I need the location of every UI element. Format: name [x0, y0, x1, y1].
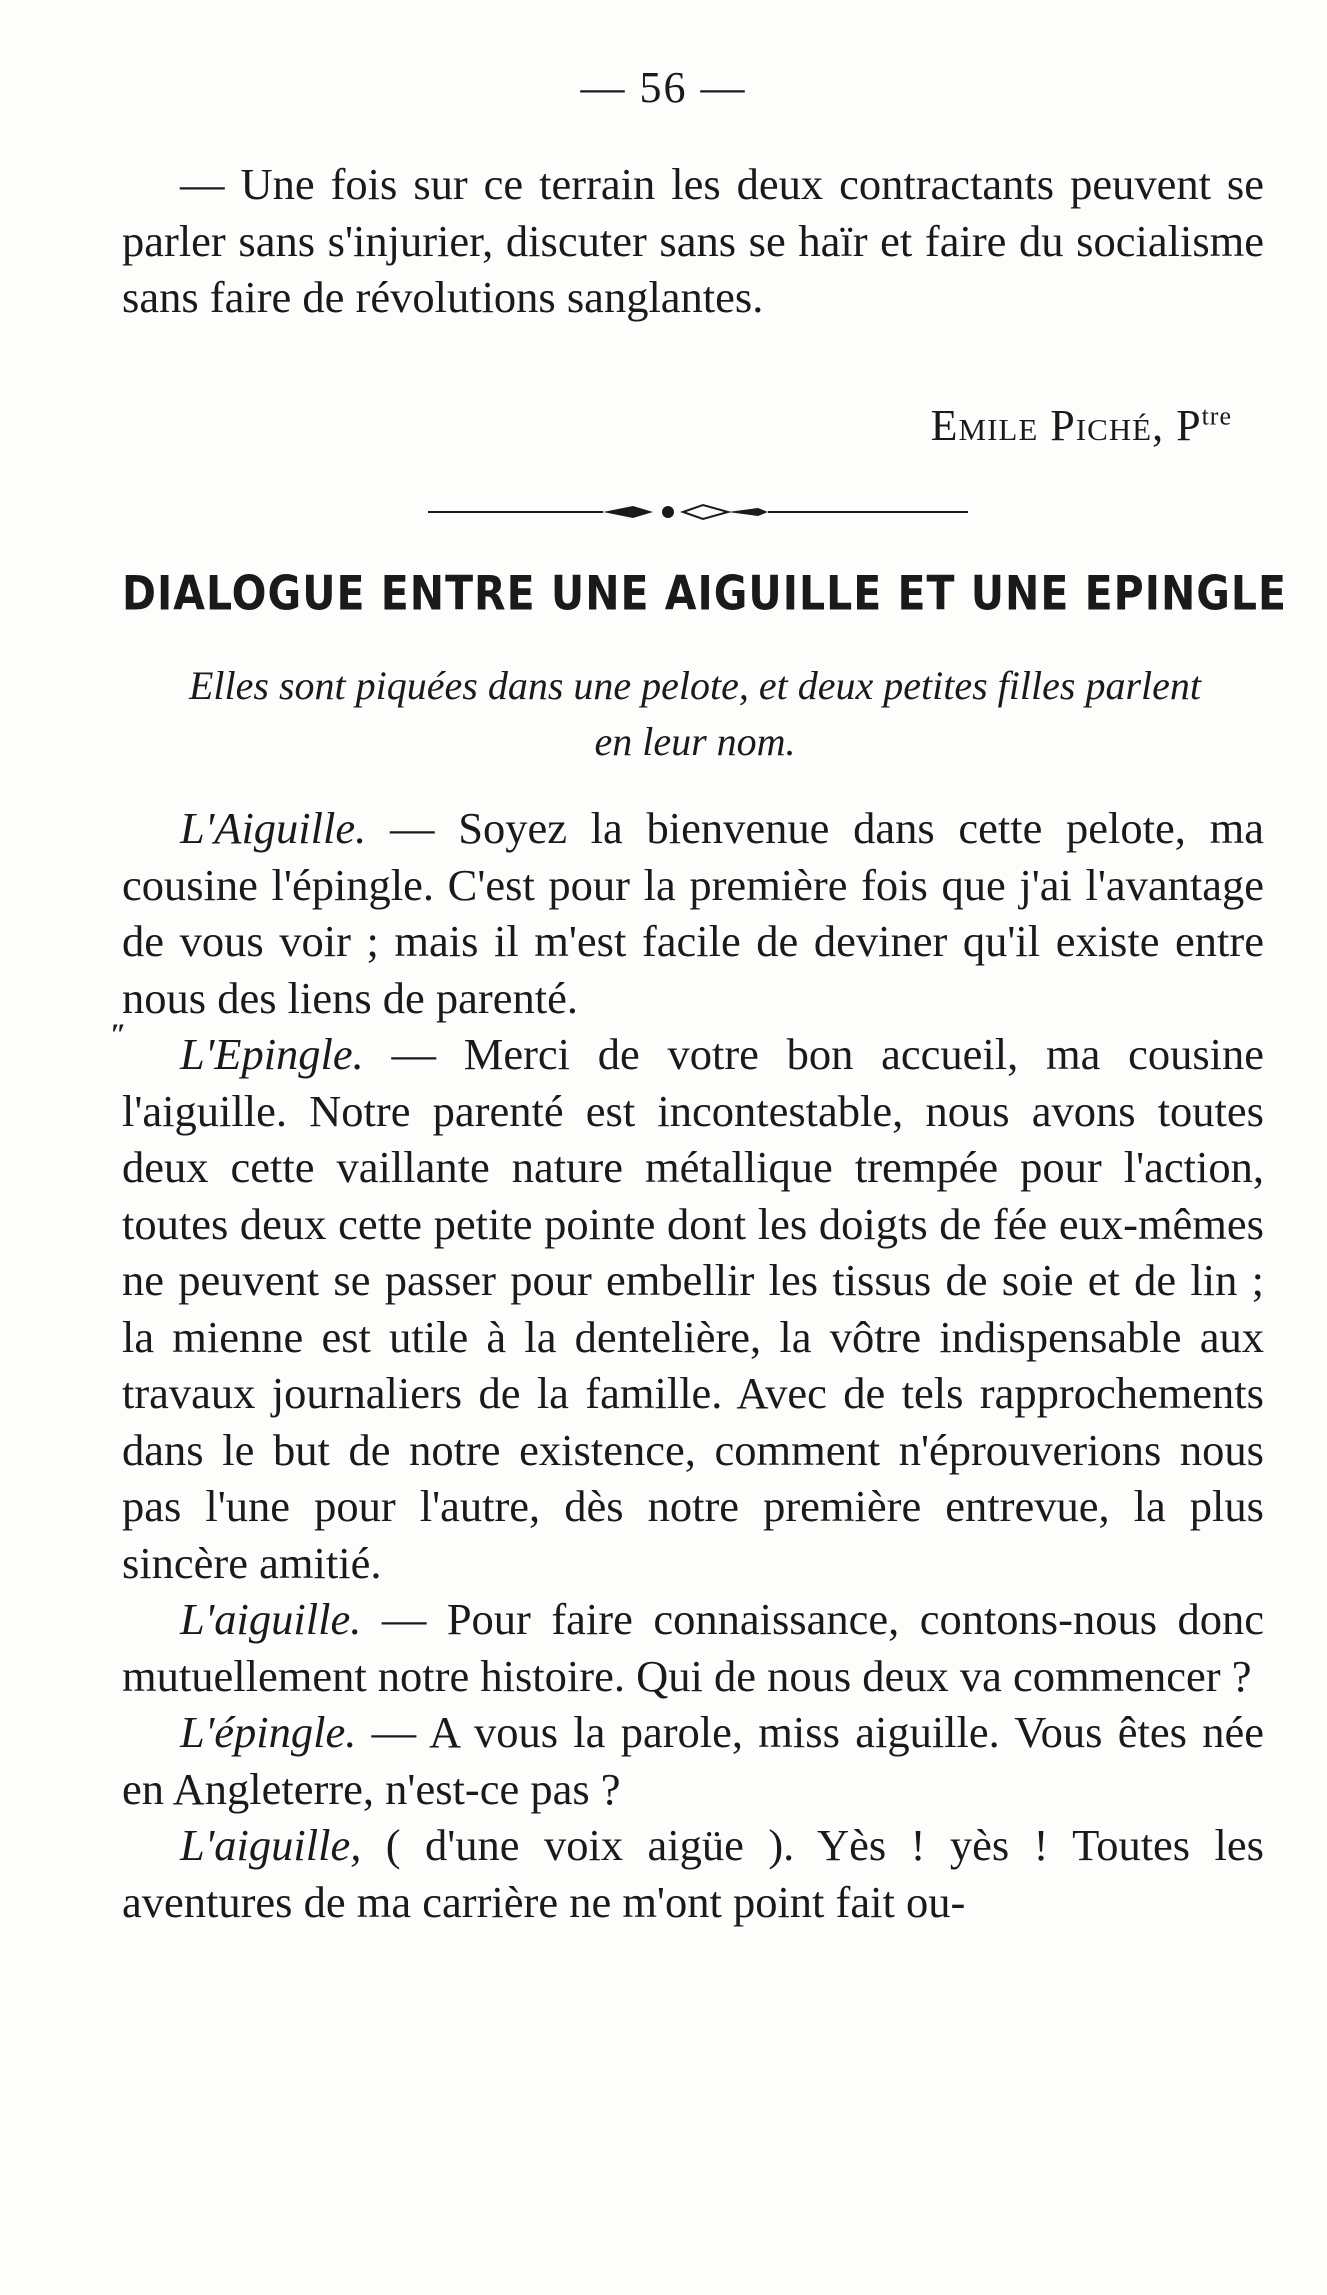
dialogue-text — [122, 800, 1264, 1930]
speaker-label: L'aiguille. — [180, 1594, 362, 1644]
page-number: — 56 — — [580, 63, 747, 112]
dialogue-line — [122, 1026, 1264, 1591]
dialogue-line — [122, 1591, 1264, 1704]
speaker-label: L'aiguille, — [180, 1820, 362, 1870]
dialogue-line — [122, 800, 1264, 1026]
intro-paragraph: — Une fois sur ce terrain les deux contractants peuvent se parler sans s'injurier, discuter sans se haïr et faire du socialisme sans faire de révolutions sanglantes. — [122, 159, 1264, 322]
dialogue-heading: DIALOGUE ENTRE UNE AIGUILLE ET UNE EPINGLE — [122, 566, 1288, 622]
ornamental-divider — [428, 500, 968, 524]
signature-name: Emile Piché, — [930, 401, 1165, 450]
line-text: — A vous la parole, miss aiguille. Vous êtes née en Angleterre, n'est-ce pas ? — [122, 1707, 1264, 1814]
speaker-label: L'épingle. — [180, 1707, 357, 1757]
line-text: — Soyez la bienvenue dans cette pelote, ma cousine l'épingle. C'est pour la première fois que j'ai l'avantage de vous voir ; mais il m'est facile de deviner qu'il existe entre nous des liens de parenté. — [122, 803, 1264, 1023]
speaker-label: L'Epingle. — [180, 1029, 364, 1079]
line-text: — Merci de votre bon accueil, ma cousine l'aiguille. Notre parenté est incontestable, nous avons toutes deux cette vaillante nature métallique trempée pour l'action, toutes deux cette petite pointe dont les doigts de fée eux-mêmes ne peuvent se passer pour embellir les tissus de soie et de lin ; la mienne est utile à la dentelière, la vôtre indispensable aux travaux journaliers de la famille. Avec de tels rapprochements dans le but de notre existence, comment n'éprouverions nous pas l'une pour l'autre, dès notre première entrevue, la plus sincère amitié. — [122, 1029, 1264, 1588]
speaker-label: L'Aiguille. — [180, 803, 367, 853]
dialogue-line — [122, 1704, 1264, 1817]
dialogue-subtitle: Elles sont piquées dans une pelote, et deux petites filles parlent en leur nom. — [188, 663, 1201, 764]
signature — [931, 400, 1232, 451]
line-text: — Pour faire connaissance, contons-nous donc mutuellement notre histoire. Qui de nous deux va commencer ? — [122, 1594, 1264, 1701]
dialogue-line — [122, 1817, 1264, 1930]
intro-text — [122, 156, 1264, 326]
margin-mark: ″ — [110, 1018, 127, 1051]
signature-title: $P^{tre}$ — [1176, 401, 1232, 450]
line-text: ( d'une voix aigüe ). Yès ! yès ! Toutes les aventures de ma carrière ne m'ont point fait ou- — [122, 1820, 1264, 1927]
